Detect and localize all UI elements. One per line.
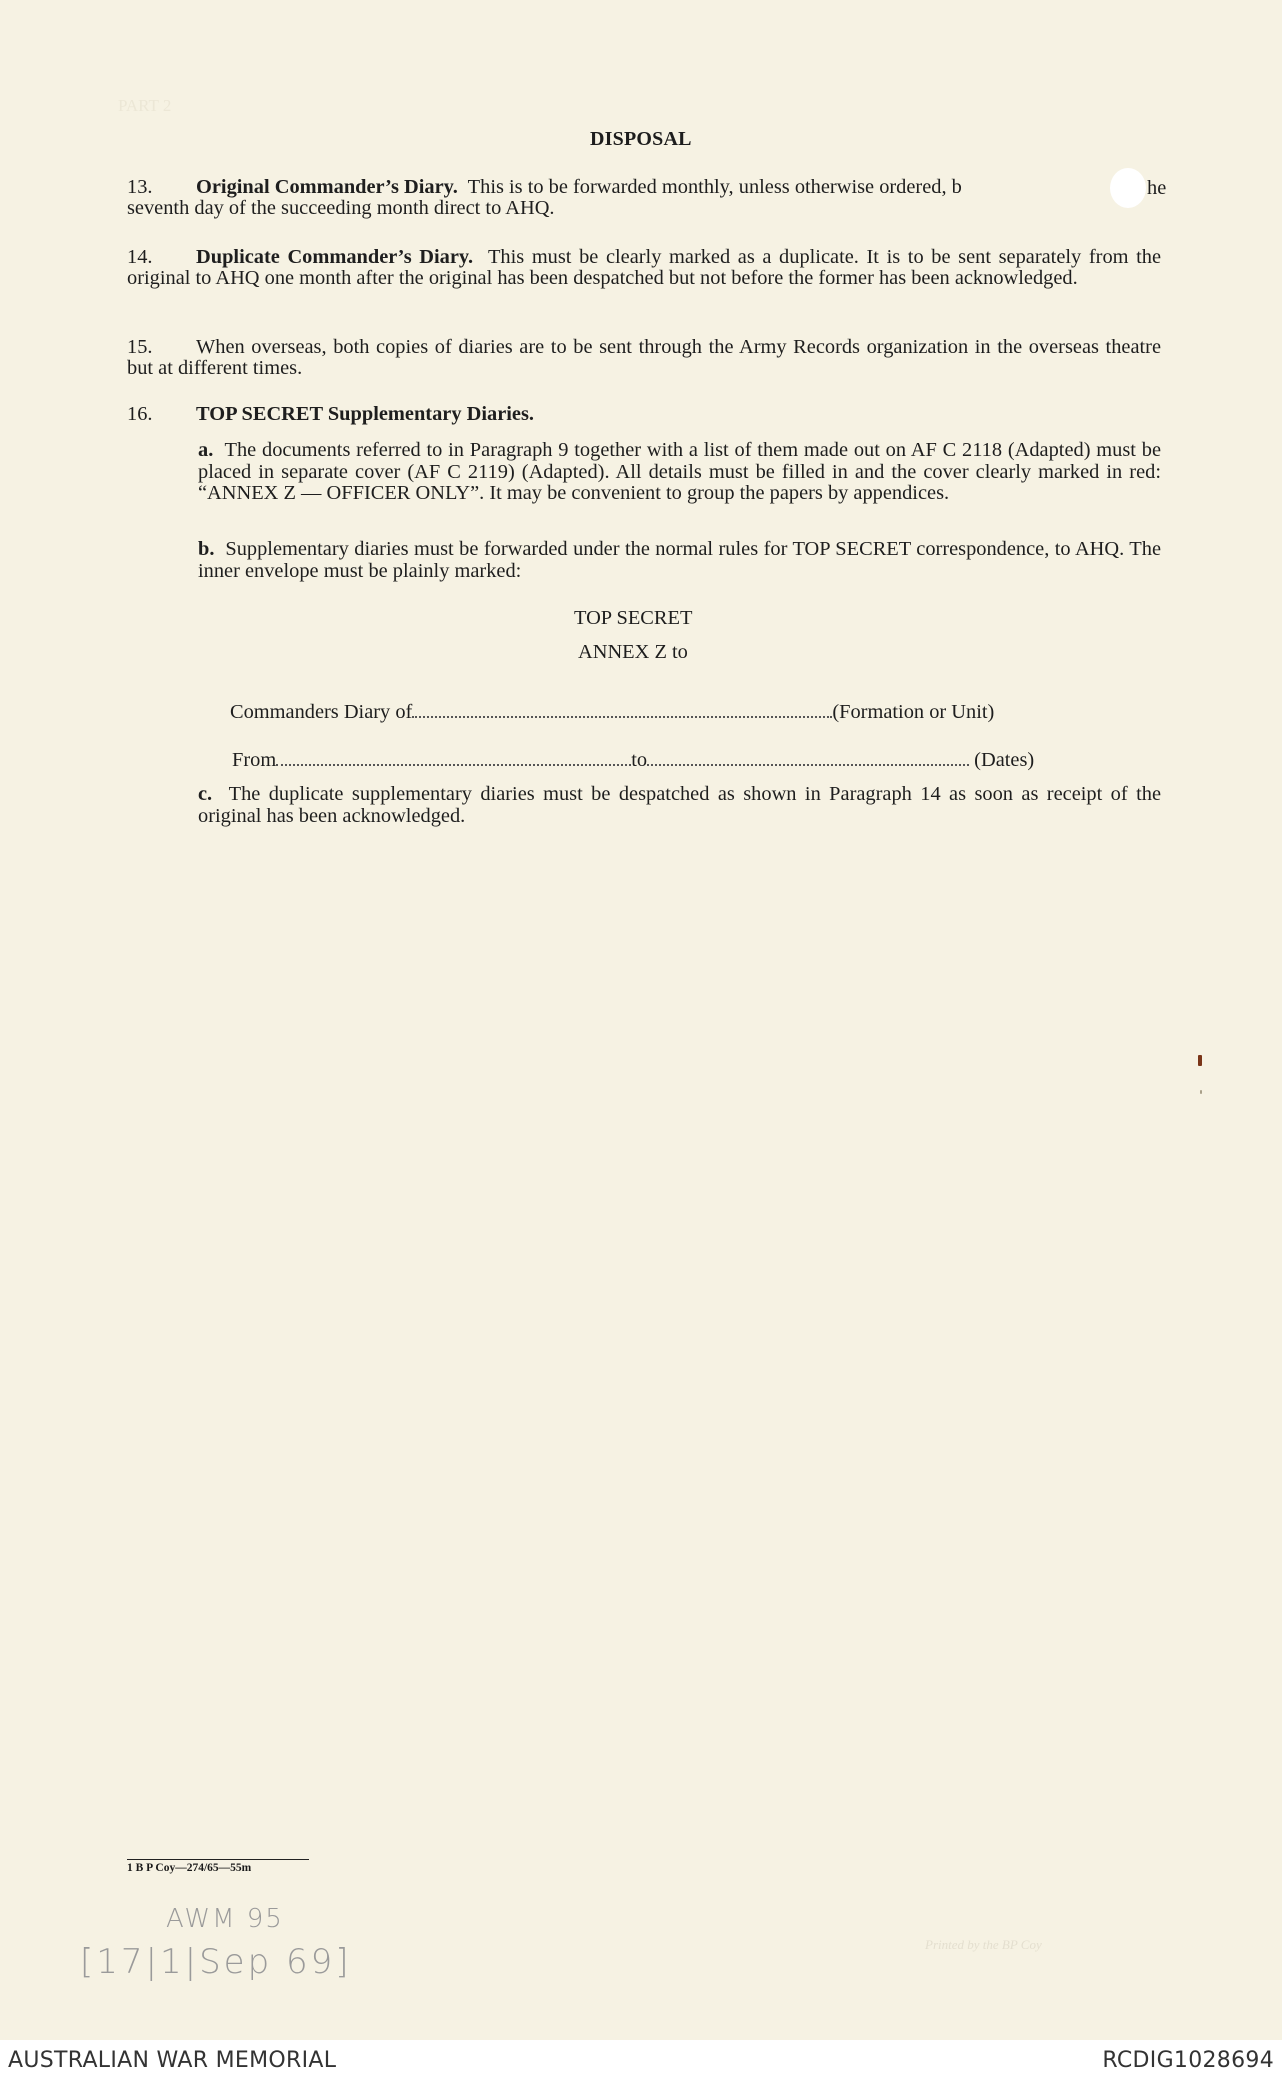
archive-footer: [0, 2040, 1282, 2081]
subparagraph-c: [198, 784, 1161, 827]
print-rule: [127, 1859, 309, 1860]
subparagraph-b: [198, 539, 1161, 582]
archive-name: AUSTRALIAN WAR MEMORIAL: [8, 2048, 337, 2073]
form-line-dates: [232, 749, 1034, 772]
archive-id: RCDIG1028694: [1102, 2048, 1274, 2073]
punch-hole: [1110, 168, 1146, 208]
handwritten-date: [17|1|Sep 69]: [80, 1942, 352, 1982]
marking-top-secret: TOP SECRET: [574, 607, 693, 629]
subparagraph-text: The documents referred to in Paragraph 9 together with a list of them made out on AF C 2118 (Adapted) must be placed in separate cover (AF C 2119) (Adapted). All details must be filled in and the cover clearly marked in red: “ANNEX Z — OFFICER ONLY”. It may be convenient to group the papers by appendices.: [198, 439, 1161, 504]
to-label: to: [631, 749, 648, 771]
paragraph-text: This must be clearly marked as a duplicate. It is to be sent separately from the original to AHQ one month after the original has been despatched but not before the former has been acknowledged.: [127, 246, 1162, 289]
dates-suffix: (Dates): [974, 749, 1035, 771]
fill-in-dots: [647, 750, 969, 766]
paper-speck: [1198, 1055, 1202, 1066]
paragraph-title: Original Commander’s Diary.: [196, 176, 458, 198]
paragraph-number: 15.: [127, 336, 153, 358]
paragraph-15: [127, 337, 1161, 379]
paragraph-text: This is to be forwarded monthly, unless otherwise ordered, b: [467, 176, 962, 198]
faint-part-header: PART 2: [118, 96, 172, 115]
subparagraph-label: a.: [198, 439, 214, 461]
subparagraph-a: [198, 440, 1161, 505]
diary-label: Commanders Diary of: [230, 701, 413, 723]
section-heading: DISPOSAL: [590, 128, 692, 150]
paragraph-title: Duplicate Commander’s Diary.: [196, 246, 474, 268]
form-line-diary: [230, 701, 994, 724]
subparagraph-label: c.: [198, 783, 213, 805]
faint-stamp: Printed by the BP Coy: [925, 1937, 1042, 1952]
paragraph-text: When overseas, both copies of diaries are to be sent through the Army Records organization in the overseas theatre but at different times.: [127, 336, 1161, 379]
paragraph-13: [127, 177, 1161, 219]
paragraph-16: [127, 404, 1161, 425]
paragraph-text-continued: seventh day of the succeeding month direct to AHQ.: [127, 197, 555, 219]
fill-in-dots: [276, 750, 631, 766]
text-fragment: he: [1147, 177, 1167, 199]
subparagraph-text: Supplementary diaries must be forwarded under the normal rules for TOP SECRET correspondence, to AHQ. The inner envelope must be plainly marked:: [198, 538, 1161, 582]
subparagraph-text: The duplicate supplementary diaries must be despatched as shown in Paragraph 14 as soon as receipt of the original has been acknowledged.: [198, 783, 1161, 827]
fill-in-dots: [412, 702, 832, 718]
paragraph-14: [127, 247, 1161, 289]
paper-speck: [1200, 1090, 1202, 1094]
diary-suffix: (Formation or Unit): [832, 701, 995, 723]
subparagraph-label: b.: [198, 538, 215, 560]
printer-code: 1 B P Coy—274/65—55m: [127, 1862, 252, 1874]
from-label: From: [232, 749, 277, 771]
paragraph-number: 13.: [127, 176, 153, 198]
paragraph-number: 14.: [127, 246, 153, 268]
paragraph-number: 16.: [127, 403, 153, 425]
handwritten-series: AWM 95: [166, 1904, 284, 1934]
marking-annex-z: ANNEX Z to: [578, 641, 688, 663]
paragraph-title: TOP SECRET Supplementary Diaries.: [196, 403, 535, 425]
